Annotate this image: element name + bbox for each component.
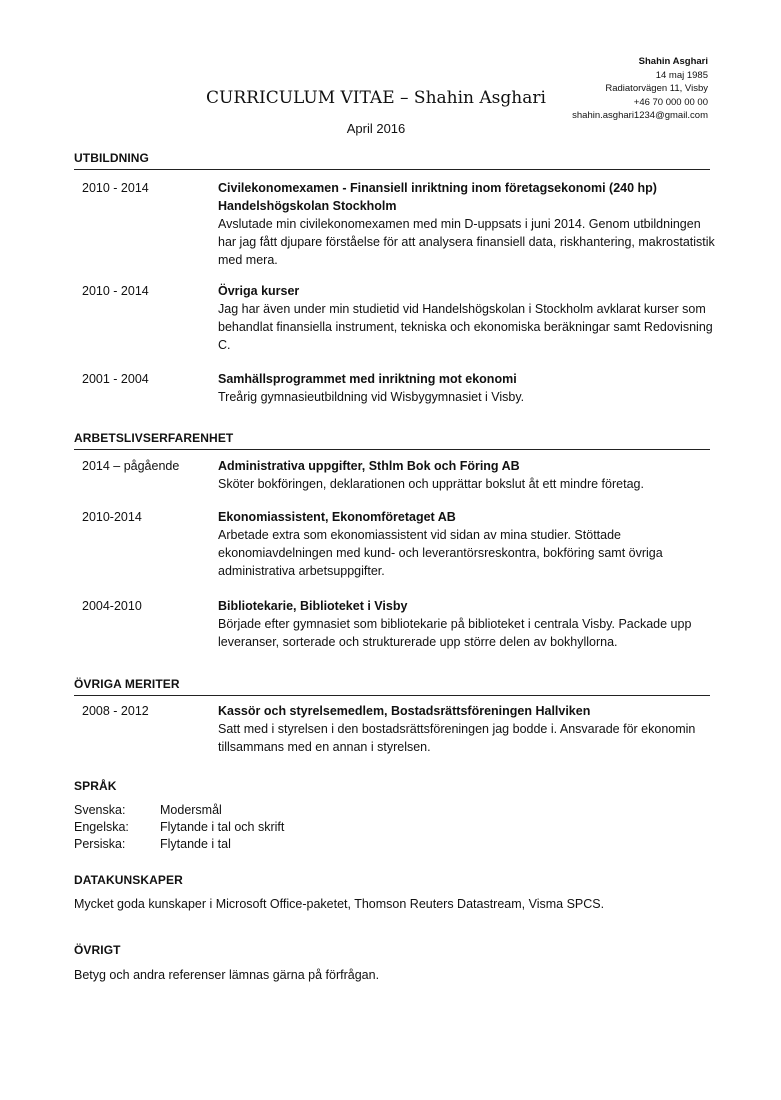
entry-period: 2014 – pågående	[82, 459, 180, 473]
section-title-languages: SPRÅK	[74, 779, 117, 793]
entry-description: Jag har även under min studietid vid Handelshögskolan i Stockholm avklarat kurser som behandlat finansiella instrument, tekniska och ekonomiska beräkningar samt Redovisning C.	[218, 302, 713, 352]
entry-period: 2010 - 2014	[82, 181, 149, 195]
computer-skills-text: Mycket goda kunskaper i Microsoft Office-paketet, Thomson Reuters Datastream, Visma SPCS.	[74, 897, 605, 911]
entry-heading: Administrativa uppgifter, Sthlm Bok och Föring AB	[218, 459, 520, 473]
entry-heading: Bibliotekarie, Biblioteket i Visby	[218, 599, 408, 613]
language-name: Engelska:	[74, 820, 129, 834]
entry-heading: Civilekonomexamen - Finansiell inriktning inom företagsekonomi (240 hp)	[218, 181, 657, 195]
language-level: Flytande i tal och skrift	[160, 820, 285, 834]
language-level: Modersmål	[160, 803, 222, 817]
entry-period: 2004-2010	[82, 599, 142, 613]
language-row	[74, 819, 284, 836]
section-divider	[74, 449, 710, 450]
contact-email: shahin.asghari1234@gmail.com	[572, 110, 708, 121]
contact-address: Radiatorvägen 11, Visby	[605, 83, 708, 94]
section-title-computer-skills: DATAKUNSKAPER	[74, 873, 183, 887]
entry-heading: Kassör och styrelsemedlem, Bostadsrättsföreningen Hallviken	[218, 704, 591, 718]
entry-description: Satt med i styrelsen i den bostadsrättsföreningen jag bodde i. Ansvarade för ekonomin tillsammans med en annan i styrelsen.	[218, 722, 696, 754]
language-name: Svenska:	[74, 803, 126, 817]
section-title-merits: ÖVRIGA MERITER	[74, 677, 180, 691]
language-row	[74, 836, 231, 853]
entry-description: Treårig gymnasieutbildning vid Wisbygymnasiet i Visby.	[218, 390, 525, 404]
entry-heading: Övriga kurser	[218, 284, 300, 298]
entry-subheading: Handelshögskolan Stockholm	[218, 199, 397, 213]
entry-period: 2008 - 2012	[82, 704, 149, 718]
entry-description: Började efter gymnasiet som bibliotekarie på biblioteket i centrala Visby. Packade upp leveranser, sorterade och strukturerade upp större delen av bokhyllorna.	[218, 617, 692, 649]
contact-name: Shahin Asghari	[638, 56, 708, 67]
entry-period: 2001 - 2004	[82, 372, 149, 386]
entry-heading: Samhällsprogrammet med inriktning mot ekonomi	[218, 372, 517, 386]
document-title: CURRICULUM VITAE – Shahin Asghari	[206, 88, 546, 108]
section-title-education: UTBILDNING	[74, 151, 149, 165]
entry-period: 2010-2014	[82, 510, 142, 524]
contact-birthdate: 14 maj 1985	[655, 69, 708, 81]
other-text: Betyg och andra referenser lämnas gärna på förfrågan.	[74, 968, 380, 982]
section-divider	[74, 695, 710, 696]
document-date: April 2016	[346, 121, 406, 136]
entry-description: Avslutade min civilekonomexamen med min D-uppsats i juni 2014. Genom utbildningen har jag fått djupare förståelse för att analysera finansiell data, riskhantering, makrostatistik med mera.	[218, 217, 715, 267]
section-title-other: ÖVRIGT	[74, 943, 121, 957]
language-level: Flytande i tal	[160, 837, 231, 851]
language-row	[74, 802, 222, 819]
entry-heading: Ekonomiassistent, Ekonomföretaget AB	[218, 510, 456, 524]
entry-period: 2010 - 2014	[82, 284, 149, 298]
entry-description: Arbetade extra som ekonomiassistent vid sidan av mina studier. Stöttade ekonomiavdelningen med kund- och leverantörsreskontra, bokföring samt övriga administrativa arbetsuppgifter.	[218, 528, 663, 578]
language-name: Persiska:	[74, 837, 126, 851]
contact-phone: +46 70 000 00 00	[633, 96, 708, 108]
section-divider	[74, 169, 710, 170]
section-title-experience: ARBETSLIVSERFARENHET	[74, 431, 234, 445]
entry-description: Sköter bokföringen, deklarationen och upprättar bokslut åt ett mindre företag.	[218, 477, 644, 491]
